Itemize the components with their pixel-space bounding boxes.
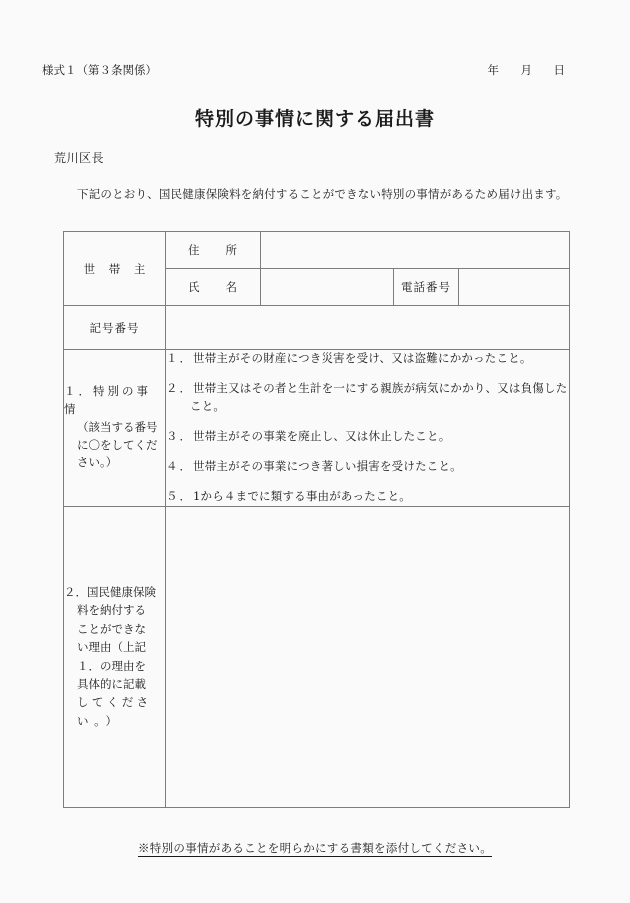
name-input[interactable] (261, 269, 394, 306)
list-item[interactable] (166, 380, 569, 415)
section2-label-line: ２．国民健康保険 (64, 584, 156, 599)
application-form-table (63, 231, 570, 808)
item-number: ４． (166, 459, 193, 473)
list-item[interactable] (166, 488, 569, 505)
date-line-label: 年 月 日 (487, 63, 570, 77)
intro-paragraph: 下記のとおり、国民健康保険料を納付することができない特別の事情があるため届け出ます。 (77, 187, 568, 201)
item-number: ３． (166, 428, 193, 443)
footer-note (0, 840, 630, 856)
address-label: 住 所 (166, 232, 261, 269)
kigo-number-label: 記号番号 (64, 306, 166, 350)
form-code-label: 様式１（第３条関係） (42, 63, 157, 77)
table-row-reason (64, 506, 570, 807)
item-number: １． (166, 351, 193, 365)
item-text: 1から４までに類する事由があったこと。 (193, 489, 411, 504)
list-item[interactable] (166, 428, 569, 445)
footer-note-text: ※特別の事情があることを明らかにする書類を添付してください。 (138, 841, 492, 855)
section2-label (64, 506, 166, 807)
section2-label-line: 料を納付する (77, 603, 146, 618)
item-text: 世帯主がその財産につき災害を受け、又は盗難にかかったこと。 (193, 351, 532, 365)
name-label: 氏 名 (166, 269, 261, 306)
householder-label: 世 帯 主 (64, 232, 166, 306)
list-item[interactable] (166, 350, 569, 367)
page-title: 特別の事情に関する届出書 (194, 108, 435, 130)
item-number: ５． (166, 489, 193, 504)
item-text: 世帯主がその事業につき著しい損害を受けたこと。 (193, 459, 462, 473)
section1-label-lead: １．特別の事情 (64, 384, 151, 417)
section1-label-sub: （該当する番号に〇をしてください。） (77, 419, 158, 470)
reason-textarea[interactable] (166, 506, 570, 807)
table-row-kigo-number (64, 306, 570, 350)
section2-label-line: 具体的に記載 (77, 676, 146, 691)
address-input[interactable] (261, 232, 570, 269)
document-header (0, 62, 630, 78)
item-text: 世帯主又はその者と生計を一にする親族が病気にかかり、又は負傷したこと。 (190, 381, 568, 413)
kigo-number-input[interactable] (166, 306, 570, 350)
section2-label-line: してくださ (77, 695, 152, 710)
phone-label: 電話番号 (394, 269, 459, 306)
section2-label-line: ことができな (77, 621, 146, 636)
list-item[interactable] (166, 458, 569, 475)
section1-label (64, 350, 166, 507)
section2-label-line: い。） (77, 713, 123, 728)
addressee-label: 荒川区長 (54, 151, 105, 165)
phone-input[interactable] (459, 269, 570, 306)
section1-items-list (166, 350, 570, 507)
section2-label-line: い理由（上記 (77, 640, 146, 655)
table-row-special-circumstances (64, 350, 570, 507)
table-row-address (64, 232, 570, 269)
item-number: ２． (166, 381, 193, 396)
section2-label-line: １．の理由を (77, 658, 146, 673)
item-text: 世帯主がその事業を廃止し、又は休止したこと。 (193, 428, 451, 443)
